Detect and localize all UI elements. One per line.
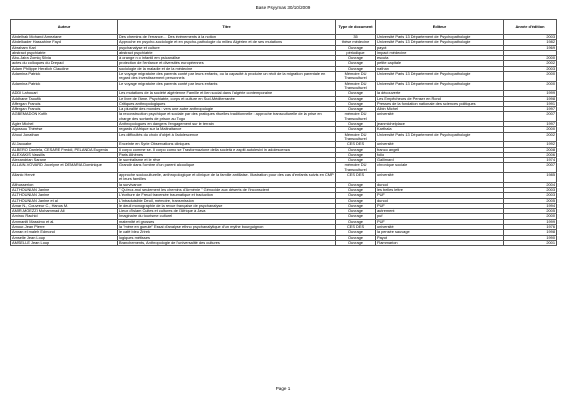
- cell-annee: 1999: [504, 91, 557, 96]
- cell-titre: Des chemins de l'errance… Des évènements à la notion: [118, 35, 336, 40]
- cell-titre: " Qu'ecz-moi seulement les chemins d'Arménie " Génocide aux déserts de l'inconscient: [118, 187, 336, 192]
- cell-type: Ouvrage: [336, 209, 376, 214]
- table-row: [11, 81, 557, 91]
- cell-type: thèse médecine: [336, 40, 376, 45]
- cell-auteur: Amar N., Couvreur C., Hanus M.: [11, 203, 118, 208]
- cell-auteur: ALTHOUNIAN Janine: [11, 193, 118, 198]
- cell-editeur: la pensée sauvage: [376, 230, 504, 235]
- cell-editeur: université: [376, 173, 504, 183]
- cell-type: Ouvrage: [336, 219, 376, 224]
- cell-annee: 2000: [504, 72, 557, 82]
- cell-titre: maternité et grosses: [118, 219, 336, 224]
- cell-annee: 1974: [504, 158, 557, 163]
- cell-editeur: PUF: [376, 203, 504, 208]
- cell-auteur: Amirou Rachid: [11, 214, 118, 219]
- cell-editeur: Université Paris 13 Département de Psychopathologie: [376, 132, 504, 142]
- cell-type: Mémoire DU Transculturel: [336, 72, 376, 82]
- cell-annee: 1998: [504, 230, 557, 235]
- cell-titre: Lieux d'islam Cultes et cultures de l'Afrique à Java: [118, 209, 336, 214]
- cell-auteur: Adam Philippe Herzlich Claudine: [11, 66, 118, 71]
- cell-auteur: Allanic Hervé: [11, 173, 118, 183]
- cell-type: Mémoire DU Transculturel: [336, 81, 376, 91]
- column-header-auteur: Auteur: [11, 20, 118, 35]
- cell-titre: Grandir dans l'ombre d'un parent alcoolique: [118, 163, 336, 173]
- cell-type: Ouvrage: [336, 240, 376, 245]
- cell-auteur: Affergan Francis: [11, 101, 118, 106]
- cell-auteur: ADDI Lahouari: [11, 91, 118, 96]
- cell-titre: abstract psychiatrie: [118, 50, 336, 55]
- cell-titre: Les difficultés du choix d'objet à l'adolescence: [118, 132, 336, 142]
- cell-type: Ouvrage: [336, 66, 376, 71]
- cell-titre: Il corpo comme se. Il corpo como se Trasformazione della società e aspiti autolesivi in adolescenza: [118, 147, 336, 152]
- cell-auteur: ALBERO Daniela, CESARE Freddi, PELANDA Eugenia: [11, 147, 118, 152]
- cell-type: Ouvrage: [336, 158, 376, 163]
- cell-auteur: Ammaniti Massimo et al.: [11, 219, 118, 224]
- cell-titre: Paris Athènes: [118, 152, 336, 157]
- cell-annee: 1985: [504, 173, 557, 183]
- table-row: [11, 132, 557, 142]
- cell-type: CES DES: [336, 173, 376, 183]
- cell-type: Ouvrage: [336, 230, 376, 235]
- cell-type: CES DES: [336, 142, 376, 147]
- cell-annee: 2007: [504, 112, 557, 122]
- cell-auteur: ALEXAKIS Vassilis: [11, 152, 118, 157]
- cell-type: Ouvrage: [336, 214, 376, 219]
- cell-editeur: puf: [376, 214, 504, 219]
- cell-annee: 2000: [504, 56, 557, 61]
- column-header-titre: Titre: [118, 20, 336, 35]
- cell-titre: la "mère en gueule" Essai d'analyse ethno psychanalytique d'un mythe bourguignon: [118, 224, 336, 229]
- cell-titre: Anthropologues en dangers l'engagement sur le terrain: [118, 122, 336, 127]
- cell-titre: Enceinte en Syrie Observations cliniques: [118, 142, 336, 147]
- cell-type: Ouvrage: [336, 107, 376, 112]
- cell-titre: sociologie de la maladie et de la médecine: [118, 66, 336, 71]
- cell-titre: L'écriture de Freud traversée traumatique et traduction: [118, 193, 336, 198]
- table-row: [11, 173, 557, 183]
- cell-annee: 1991: [504, 101, 557, 106]
- cell-type: Ouvrage: [336, 152, 376, 157]
- cell-type: Ouvrage: [336, 235, 376, 240]
- cell-annee: 2004: [504, 182, 557, 187]
- cell-annee: 2003: [504, 35, 557, 40]
- cell-auteur: Abdelhak Mohand Ameziane: [11, 35, 118, 40]
- cell-annee: 1990: [504, 235, 557, 240]
- cell-titre: Imaginaire du tourisme culturel: [118, 214, 336, 219]
- cell-editeur: Université Paris 13 Département de Psychopathologie: [376, 40, 504, 45]
- cell-auteur: actes du colloques du Drepad: [11, 61, 118, 66]
- cell-annee: 2003: [504, 187, 557, 192]
- cell-auteur: Addhane Taoufik: [11, 96, 118, 101]
- cell-type: Ouvrage: [336, 61, 376, 66]
- cell-editeur: nathan: [376, 66, 504, 71]
- cell-type: Ouvrage: [336, 96, 376, 101]
- cell-editeur: Gallimard: [376, 158, 504, 163]
- column-header-annee: Année d'édition: [504, 20, 557, 35]
- cell-auteur: Adamina Patrick: [11, 72, 118, 82]
- table-row: [11, 240, 557, 245]
- cell-annee: 1969: [504, 45, 557, 50]
- cell-auteur: Agier Michel: [11, 122, 118, 127]
- cell-annee: 1997: [504, 122, 557, 127]
- cell-editeur: Université Paris 13 Département de Psychopathologie: [376, 35, 504, 40]
- cell-auteur: ALLAIN-VOVARD Jocelyne et DEMARIA Dominique: [11, 163, 118, 173]
- cell-auteur: Agossou Thérèse: [11, 127, 118, 132]
- cell-annee: 1994: [504, 203, 557, 208]
- cell-auteur: Al Jaouabe: [11, 142, 118, 147]
- cell-type: 35: [336, 35, 376, 40]
- cell-editeur: chronique sociale: [376, 163, 504, 173]
- cell-auteur: Affergan Francis: [11, 107, 118, 112]
- cell-editeur: Les Empêcheurs de Penser en Rond: [376, 96, 504, 101]
- table-header-row: [11, 20, 557, 35]
- cell-annee: 2003: [504, 193, 557, 198]
- cell-type: Ouvrage: [336, 198, 376, 203]
- cell-annee: 2000: [504, 127, 557, 132]
- cell-annee: 2000: [504, 214, 557, 219]
- cell-annee: 2007: [504, 163, 557, 173]
- cell-editeur: les belles lettre: [376, 187, 504, 192]
- cell-editeur: la découverte: [376, 91, 504, 96]
- page-footer: Page 1: [275, 386, 291, 391]
- cell-annee: 2001: [504, 240, 557, 245]
- cell-type: Ouvrage: [336, 182, 376, 187]
- cell-annee: 1992: [504, 142, 557, 147]
- table-row: [11, 72, 557, 82]
- cell-auteur: Abdelkader Hassahine Fayd: [11, 40, 118, 45]
- cell-editeur: université: [376, 142, 504, 147]
- cell-type: Ouvrage: [336, 127, 376, 132]
- cell-editeur: Flammarion: [376, 240, 504, 245]
- cell-auteur: Adamina Patrick: [11, 81, 118, 91]
- cell-type: CES DES: [336, 224, 376, 229]
- column-header-type: Type de document: [336, 20, 376, 35]
- cell-editeur: petite capitale: [376, 61, 504, 66]
- cell-editeur: université: [376, 224, 504, 229]
- cell-annee: 2002: [504, 61, 557, 66]
- column-header-editeur: Editeur: [376, 20, 504, 35]
- cell-type: Ouvrage: [336, 122, 376, 127]
- cell-auteur: Amran el maleh Edmond: [11, 230, 118, 235]
- cell-type: Ouvrage: [336, 91, 376, 96]
- cell-type: Ouvrage: [336, 147, 376, 152]
- cell-annee: 2008: [504, 147, 557, 152]
- cell-titre: la survivance: [118, 182, 336, 187]
- bibliography-table: [10, 19, 557, 246]
- page-header: Base Psyymas 30/10/2009: [255, 5, 311, 10]
- cell-auteur: Abu-Jaira Zomiq Silvia: [11, 56, 118, 61]
- cell-type: mémoire DU Transculturel: [336, 163, 376, 173]
- cell-titre: Branchements, Anthropologie de l'universalité des cultures: [118, 240, 336, 245]
- cell-auteur: ALTHOUNIAN Janine et al: [11, 198, 118, 203]
- cell-annee: 1976: [504, 224, 557, 229]
- cell-auteur: Althusserion: [11, 182, 118, 187]
- cell-titre: approche socioculturelle, anthropologique et clinique de la famille antillaise. Illustration pour des cas d'enfants suivis en CMP et leurs familles: [119, 172, 334, 182]
- cell-titre: la reconstruction psychique et sociale par des pratiques rituelles traditionnelle : approche transculturelle de la prise en charge des sortants de prison au Togo: [118, 112, 336, 122]
- cell-annee: 2003: [504, 66, 557, 71]
- cell-auteur: Amselle Jean Loup: [11, 235, 118, 240]
- cell-titre: le surréalisme et le rêve: [118, 158, 336, 163]
- cell-editeur: franco angeli: [376, 147, 504, 152]
- cell-auteur: Ahoui Jonathan: [11, 132, 118, 142]
- cell-annee: 1982: [504, 40, 557, 45]
- cell-editeur: PUF: [376, 193, 504, 198]
- cell-titre: logiques métisses: [118, 235, 336, 240]
- cell-editeur: dunod: [376, 182, 504, 187]
- cell-type: Ouvrage: [336, 187, 376, 192]
- cell-editeur: escuta: [376, 56, 504, 61]
- cell-titre: psychanalyse et culture: [118, 45, 336, 50]
- cell-titre: Approche en psycho-sociologie et en psycho-pathologie du milieu Algérien et de ses mutations: [118, 40, 336, 45]
- cell-annee: 1998: [504, 96, 557, 101]
- cell-type: Ouvrage: [336, 193, 376, 198]
- cell-type: Ouvrage: [336, 56, 376, 61]
- cell-titre: Le voyage migratoire des parents conté par leurs enfants, ou la capacité à produire un récit de la migration parentale en regard des investissement personnels: [118, 72, 336, 82]
- cell-titre: le deuil monographie de la revue française de psychanalyse: [118, 203, 336, 208]
- cell-auteur: AMIR-MOEZZI Mohammad Ali: [11, 209, 118, 214]
- cell-type: Ouvrage: [336, 101, 376, 106]
- table-row: [11, 112, 557, 122]
- cell-titre: Les mutations de la société algérienne Famille et lien social dans l'algérie contemporaine: [118, 91, 336, 96]
- cell-editeur: jeanmichelplace: [376, 122, 504, 127]
- cell-type: périodique: [336, 50, 376, 55]
- cell-titre: protection de l'enfance et diversités européennes: [118, 61, 336, 66]
- cell-annee: 2002: [504, 132, 557, 142]
- cell-titre: regards d'Afrique sur la Maltraitance: [118, 127, 336, 132]
- cell-type: Ouvrage: [336, 203, 376, 208]
- cell-editeur: Université Paris 13 Département de Psychopathologie: [376, 72, 504, 82]
- cell-annee: 2006: [504, 152, 557, 157]
- cell-type: Ouvrage: [336, 45, 376, 50]
- cell-auteur: abstract psychiatrie: [11, 50, 118, 55]
- cell-auteur: Abraham Karl: [11, 45, 118, 50]
- cell-titre: à orange n o infantil em psicanálise: [118, 56, 336, 61]
- cell-auteur: Alexandrian Sarane: [11, 158, 118, 163]
- cell-auteur: ALTHOUNIAN Janine: [11, 187, 118, 192]
- cell-editeur: Albin Michel: [376, 107, 504, 112]
- cell-titre: le café bleu Zrirek: [118, 230, 336, 235]
- cell-editeur: payot: [376, 45, 504, 50]
- cell-type: Mémoire DU Transculturel: [336, 132, 376, 142]
- cell-editeur: université: [376, 112, 504, 122]
- cell-editeur: Université Paris 13 Département de Psychopathologie: [376, 81, 504, 91]
- cell-type: mémoire DU Transculturel: [336, 112, 376, 122]
- cell-editeur: impact médecine: [376, 50, 504, 55]
- cell-auteur: AGBEMADON Kofih: [11, 112, 118, 122]
- cell-annee: 1999: [504, 219, 557, 224]
- cell-editeur: dunod: [376, 198, 504, 203]
- cell-editeur: Presses de la fondation nationale des sciences politiques: [376, 101, 504, 106]
- cell-annee: 1997: [504, 107, 557, 112]
- table-body: [11, 35, 557, 246]
- cell-annee: 2005: [504, 209, 557, 214]
- table-row: [11, 163, 557, 173]
- cell-titre: Critiques anthropologiques: [118, 101, 336, 106]
- cell-titre: Le livre de l'âme. Psychiatrie, corps et culture en Sud-Méditerranée: [118, 96, 336, 101]
- cell-annee: 2000: [504, 81, 557, 91]
- cell-auteur: Amour-Jean Pierre: [11, 224, 118, 229]
- cell-titre: La pluralité des mondes : vers une autre anthropologie: [118, 107, 336, 112]
- cell-titre: L'intraduisible Deuil, mémoire, transmission: [118, 198, 336, 203]
- cell-editeur: Payot: [376, 235, 504, 240]
- cell-titre: Le voyage migratoire des parents conté par leurs enfants: [118, 81, 336, 91]
- cell-auteur: AMSELLE Jean Loup: [11, 240, 118, 245]
- cell-editeur: folio: [376, 152, 504, 157]
- cell-editeur: Karthala: [376, 127, 504, 132]
- cell-annee: 2005: [504, 198, 557, 203]
- cell-editeur: autrement: [376, 209, 504, 214]
- cell-editeur: PUF: [376, 219, 504, 224]
